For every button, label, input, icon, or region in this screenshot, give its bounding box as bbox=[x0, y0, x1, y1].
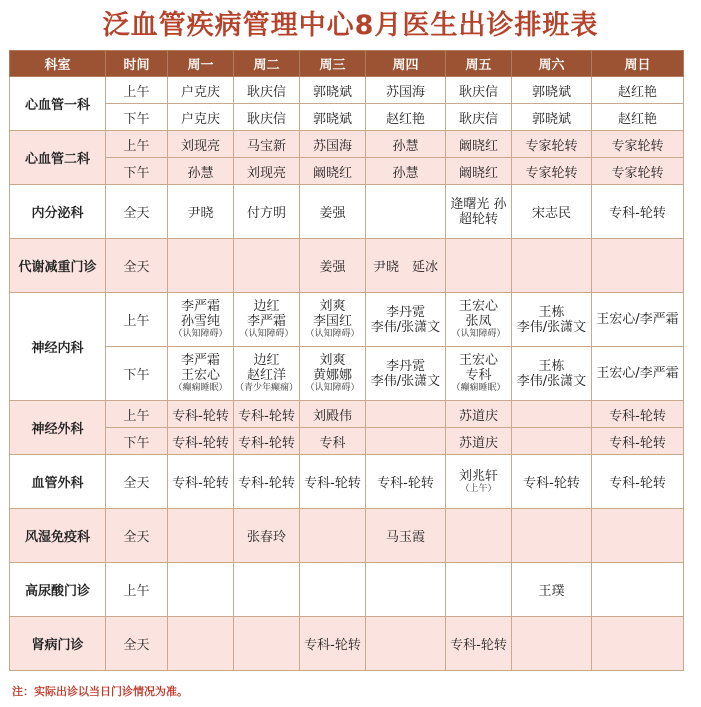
table-row bbox=[10, 239, 684, 293]
cell-line: 孙雪纯 bbox=[180, 314, 220, 329]
schedule-cell: 尹晓 延冰 bbox=[366, 239, 446, 293]
time-cell: 上午 bbox=[106, 563, 168, 617]
schedule-cell: 专科-轮转 bbox=[446, 617, 512, 671]
schedule-cell bbox=[592, 347, 684, 401]
dept-cell: 血管外科 bbox=[10, 455, 106, 509]
schedule-cell: 马宝新 bbox=[234, 131, 300, 158]
schedule-cell: 郭晓斌 bbox=[512, 104, 592, 131]
schedule-cell: 耿庆信 bbox=[446, 77, 512, 104]
schedule-cell: 刘殿伟 bbox=[300, 401, 366, 428]
schedule-cell: 阚晓红 bbox=[446, 158, 512, 185]
schedule-cell bbox=[512, 401, 592, 428]
schedule-cell: 耿庆信 bbox=[234, 104, 300, 131]
cell-line: 王宏心 bbox=[458, 353, 498, 368]
cell-line: 李丹霓 bbox=[385, 358, 425, 374]
schedule-cell bbox=[300, 509, 366, 563]
cell-line: 王宏心 bbox=[180, 368, 220, 383]
cell-line: 边红 bbox=[253, 299, 280, 314]
time-cell: 上午 bbox=[106, 401, 168, 428]
schedule-cell: 专科-轮转 bbox=[234, 401, 300, 428]
cell-line: 刘兆轩 bbox=[458, 468, 498, 484]
dept-cell: 神经外科 bbox=[10, 401, 106, 455]
cell-line: 王栋 bbox=[538, 304, 565, 320]
dept-cell: 心血管一科 bbox=[10, 77, 106, 131]
schedule-cell: 专科-轮转 bbox=[234, 428, 300, 455]
table-row bbox=[10, 158, 684, 185]
schedule-cell bbox=[512, 293, 592, 347]
schedule-cell: 耿庆信 bbox=[234, 77, 300, 104]
schedule-cell: 赵红艳 bbox=[592, 77, 684, 104]
cell-note: （癫痫睡眠） bbox=[451, 383, 506, 393]
schedule-cell bbox=[234, 617, 300, 671]
schedule-cell bbox=[366, 617, 446, 671]
footnote: 注：实际出诊以当日门诊情况为准。 bbox=[12, 685, 188, 698]
dept-cell: 神经内科 bbox=[10, 293, 106, 401]
schedule-cell bbox=[512, 239, 592, 293]
schedule-cell: 专科-轮转 bbox=[592, 428, 684, 455]
cell-line: 李伟/张潇文 bbox=[516, 373, 587, 389]
table-row bbox=[10, 77, 684, 104]
schedule-cell: 专家轮转 bbox=[592, 131, 684, 158]
schedule-cell: 姜强 bbox=[300, 239, 366, 293]
cell-line: 赵红洋 bbox=[246, 368, 286, 383]
schedule-cell: 专科-轮转 bbox=[366, 455, 446, 509]
cell-line: 李伟/张潇文 bbox=[516, 319, 587, 335]
header-sat: 周六 bbox=[512, 51, 592, 77]
schedule-cell: 马玉霞 bbox=[366, 509, 446, 563]
schedule-cell bbox=[300, 347, 366, 401]
cell-line: 专科 bbox=[465, 368, 492, 383]
schedule-cell bbox=[234, 347, 300, 401]
cell-line: 逄曙光 孙 bbox=[450, 196, 507, 212]
cell-line: 王宏心/李严霜 bbox=[596, 366, 679, 381]
schedule-cell bbox=[234, 239, 300, 293]
schedule-cell: 赵红艳 bbox=[366, 104, 446, 131]
schedule-cell bbox=[300, 293, 366, 347]
schedule-cell: 专科 bbox=[300, 428, 366, 455]
dept-cell: 代谢减重门诊 bbox=[10, 239, 106, 293]
schedule-cell bbox=[592, 293, 684, 347]
schedule-cell: 郭晓斌 bbox=[300, 77, 366, 104]
schedule-cell: 刘现亮 bbox=[234, 158, 300, 185]
time-cell: 全天 bbox=[106, 185, 168, 239]
schedule-cell bbox=[446, 239, 512, 293]
schedule-cell: 耿庆信 bbox=[446, 104, 512, 131]
time-cell: 上午 bbox=[106, 293, 168, 347]
schedule-cell bbox=[366, 185, 446, 239]
cell-line: 黄娜娜 bbox=[312, 368, 352, 383]
schedule-cell bbox=[366, 347, 446, 401]
schedule-cell bbox=[446, 455, 512, 509]
schedule-cell: 宋志民 bbox=[512, 185, 592, 239]
schedule-cell bbox=[512, 347, 592, 401]
schedule-cell bbox=[300, 563, 366, 617]
schedule-cell: 尹晓 bbox=[168, 185, 234, 239]
header-row bbox=[10, 51, 684, 77]
dept-cell: 肾病门诊 bbox=[10, 617, 106, 671]
schedule-cell bbox=[234, 293, 300, 347]
schedule-cell: 专家轮转 bbox=[512, 158, 592, 185]
schedule-cell: 专家轮转 bbox=[512, 131, 592, 158]
time-cell: 上午 bbox=[106, 131, 168, 158]
schedule-cell: 苏国海 bbox=[300, 131, 366, 158]
schedule-cell: 郭晓斌 bbox=[300, 104, 366, 131]
cell-line: 李伟/张潇文 bbox=[370, 319, 441, 335]
schedule-cell bbox=[592, 239, 684, 293]
table-row bbox=[10, 104, 684, 131]
header-wed: 周三 bbox=[300, 51, 366, 77]
time-cell: 全天 bbox=[106, 239, 168, 293]
table-row bbox=[10, 347, 684, 401]
cell-line: 李丹霓 bbox=[385, 304, 425, 320]
schedule-cell bbox=[446, 347, 512, 401]
schedule-cell: 户克庆 bbox=[168, 104, 234, 131]
schedule-table bbox=[9, 50, 684, 671]
schedule-cell: 阚晓红 bbox=[446, 131, 512, 158]
cell-note: （认知障碍） bbox=[451, 329, 506, 339]
cell-line: 超轮转 bbox=[458, 211, 498, 227]
schedule-cell bbox=[592, 563, 684, 617]
cell-note: （认知障碍） bbox=[305, 329, 360, 339]
schedule-cell: 姜强 bbox=[300, 185, 366, 239]
dept-cell: 风湿免疫科 bbox=[10, 509, 106, 563]
schedule-cell bbox=[512, 509, 592, 563]
schedule-cell: 孙慧 bbox=[366, 158, 446, 185]
table-row bbox=[10, 131, 684, 158]
schedule-cell bbox=[366, 428, 446, 455]
schedule-cell: 专科-轮转 bbox=[168, 455, 234, 509]
time-cell: 下午 bbox=[106, 347, 168, 401]
dept-cell: 高尿酸门诊 bbox=[10, 563, 106, 617]
header-tue: 周二 bbox=[234, 51, 300, 77]
header-mon: 周一 bbox=[168, 51, 234, 77]
schedule-cell: 专科-轮转 bbox=[592, 455, 684, 509]
header-fri: 周五 bbox=[446, 51, 512, 77]
table-row bbox=[10, 455, 684, 509]
time-cell: 全天 bbox=[106, 509, 168, 563]
schedule-cell: 专科-轮转 bbox=[168, 401, 234, 428]
table-row bbox=[10, 617, 684, 671]
cell-line: 张凤 bbox=[465, 314, 492, 329]
cell-note: （认知障碍） bbox=[305, 383, 360, 393]
header-thu: 周四 bbox=[366, 51, 446, 77]
table-row bbox=[10, 293, 684, 347]
schedule-cell: 苏国海 bbox=[366, 77, 446, 104]
time-cell: 全天 bbox=[106, 455, 168, 509]
schedule-cell bbox=[446, 185, 512, 239]
cell-line: 刘爽 bbox=[319, 299, 346, 314]
schedule-cell: 王璞 bbox=[512, 563, 592, 617]
schedule-cell: 苏道庆 bbox=[446, 428, 512, 455]
cell-note: （癫痫睡眠） bbox=[173, 383, 228, 393]
schedule-cell bbox=[168, 509, 234, 563]
schedule-cell: 专科-轮转 bbox=[234, 455, 300, 509]
schedule-cell bbox=[366, 293, 446, 347]
schedule-cell: 专科-轮转 bbox=[300, 455, 366, 509]
cell-line: 李严霜 bbox=[180, 353, 220, 368]
schedule-cell: 专科-轮转 bbox=[300, 617, 366, 671]
cell-line: 李严霜 bbox=[246, 314, 286, 329]
schedule-cell: 赵红艳 bbox=[592, 104, 684, 131]
schedule-cell: 郭晓斌 bbox=[512, 77, 592, 104]
schedule-cell bbox=[446, 509, 512, 563]
schedule-cell: 专科-轮转 bbox=[512, 455, 592, 509]
table-row bbox=[10, 509, 684, 563]
cell-note: （青少年癫痫） bbox=[234, 383, 298, 393]
cell-line: 王宏心/李严霜 bbox=[596, 312, 679, 327]
schedule-cell: 阚晓红 bbox=[300, 158, 366, 185]
cell-line: 李国红 bbox=[312, 314, 352, 329]
time-cell: 下午 bbox=[106, 158, 168, 185]
schedule-cell bbox=[168, 617, 234, 671]
schedule-cell: 孙慧 bbox=[168, 158, 234, 185]
schedule-cell bbox=[592, 617, 684, 671]
schedule-cell bbox=[512, 617, 592, 671]
cell-note: （认知障碍） bbox=[239, 329, 294, 339]
cell-note: （上午） bbox=[460, 483, 497, 494]
header-time: 时间 bbox=[106, 51, 168, 77]
schedule-cell bbox=[592, 509, 684, 563]
schedule-cell bbox=[512, 428, 592, 455]
schedule-cell: 孙慧 bbox=[366, 131, 446, 158]
schedule-cell bbox=[168, 347, 234, 401]
time-cell: 下午 bbox=[106, 104, 168, 131]
cell-line: 边红 bbox=[253, 353, 280, 368]
table-row bbox=[10, 428, 684, 455]
cell-line: 王宏心 bbox=[458, 299, 498, 314]
page-title: 泛血管疾病管理中心8月医生出诊排班表 bbox=[102, 10, 599, 41]
schedule-cell bbox=[366, 401, 446, 428]
dept-cell: 内分泌科 bbox=[10, 185, 106, 239]
schedule-cell: 专科-轮转 bbox=[592, 401, 684, 428]
schedule-cell bbox=[168, 293, 234, 347]
time-cell: 下午 bbox=[106, 428, 168, 455]
cell-note: （认知障碍） bbox=[173, 329, 228, 339]
cell-line: 刘爽 bbox=[319, 353, 346, 368]
table-row bbox=[10, 563, 684, 617]
header-sun: 周日 bbox=[592, 51, 684, 77]
schedule-cell: 苏道庆 bbox=[446, 401, 512, 428]
schedule-cell: 专科-轮转 bbox=[592, 185, 684, 239]
dept-cell: 心血管二科 bbox=[10, 131, 106, 185]
schedule-cell: 专科-轮转 bbox=[168, 428, 234, 455]
schedule-cell bbox=[168, 239, 234, 293]
schedule-cell bbox=[446, 563, 512, 617]
cell-line: 王栋 bbox=[538, 358, 565, 374]
schedule-cell: 付方明 bbox=[234, 185, 300, 239]
table-row bbox=[10, 401, 684, 428]
time-cell: 全天 bbox=[106, 617, 168, 671]
schedule-body bbox=[10, 77, 684, 671]
schedule-cell bbox=[446, 293, 512, 347]
schedule-cell bbox=[168, 563, 234, 617]
schedule-cell: 刘现亮 bbox=[168, 131, 234, 158]
schedule-cell: 张春玲 bbox=[234, 509, 300, 563]
header-dept: 科室 bbox=[10, 51, 106, 77]
cell-line: 李伟/张潇文 bbox=[370, 373, 441, 389]
cell-line: 李严霜 bbox=[180, 299, 220, 314]
table-row bbox=[10, 185, 684, 239]
time-cell: 上午 bbox=[106, 77, 168, 104]
schedule-cell bbox=[234, 563, 300, 617]
schedule-cell: 专家轮转 bbox=[592, 158, 684, 185]
schedule-cell bbox=[366, 563, 446, 617]
schedule-cell: 户克庆 bbox=[168, 77, 234, 104]
